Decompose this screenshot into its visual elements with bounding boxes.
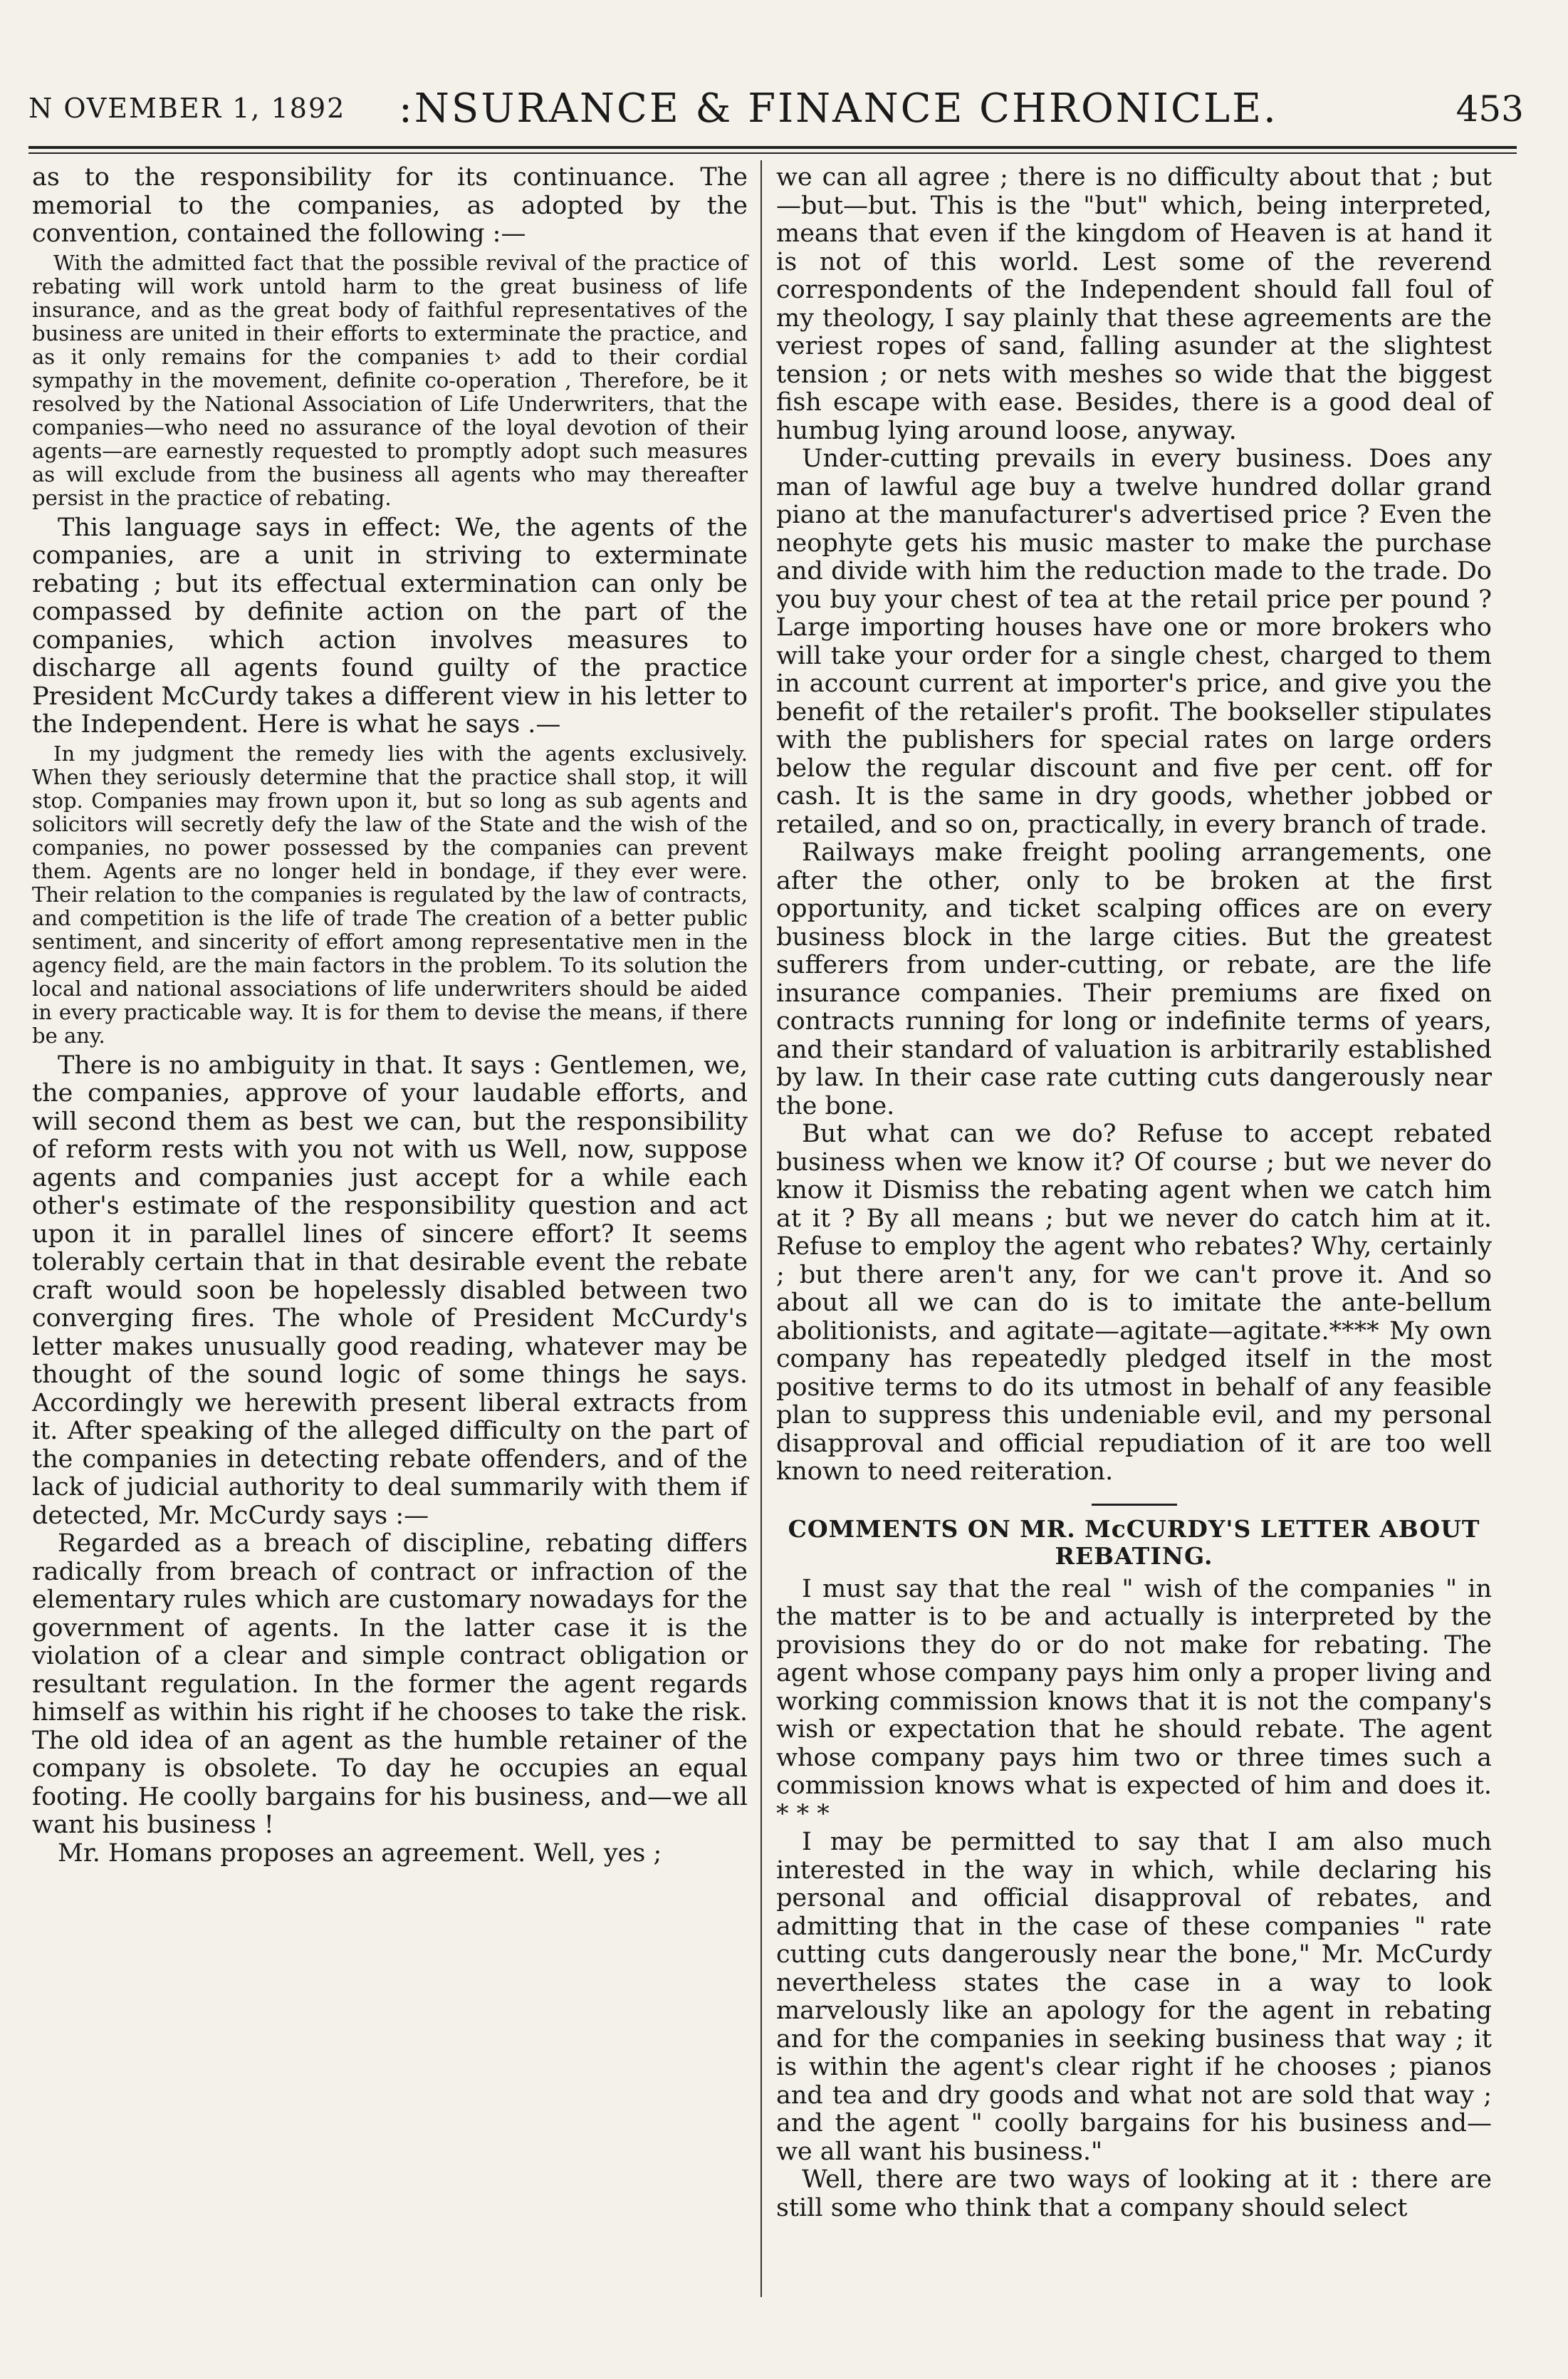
body-paragraph: Well, there are two ways of looking at it : there are still some who think that a company should select [776, 2165, 1492, 2222]
page-number: 453 [1455, 88, 1524, 130]
column-divider [761, 160, 762, 2297]
body-paragraph: But what can we do? Refuse to accept rebated business when we know it? Of course ; but we never do know it Dismiss the rebating agent when we catch him at it ? By all means ; but we never do catch him at it. Refuse to employ the agent who rebates? Why, certainly ; but there aren't any, for we can't prove it. And so about all we can do is to imitate the ante-bellum abolitionists, and agitate—agitate—agitate.**** My own company has repeatedly pledged itself in the most positive terms to do its utmost in behalf of any feasible plan to suppress this undeniable evil, and my personal disapproval and official repudiation of it are too well known to need reiteration. [776, 1120, 1492, 1486]
header-rule [28, 146, 1517, 149]
page-header [28, 85, 1524, 142]
body-paragraph: as to the responsibility for its continuance. The memorial to the companies, as adopted by the convention, contained the following :— [32, 163, 748, 248]
publication-title: :NSURANCE & FINANCE CHRONICLE. [399, 85, 1278, 132]
body-paragraph: Regarded as a breach of discipline, rebating differs radically from breach of contract or infraction of the elementary rules which are customary nowadays for the government of agents. In the latter case it is the violation of a clear and simple contract obligation or resultant regulation. In the former the agent regards himself as within his right if he chooses to take the risk. The old idea of an agent as the humble retainer of the company is obsolete. To day he occupies an equal footing. He coolly bargains for his business, and—we all want his business ! [32, 1529, 748, 1839]
issue-date: N OVEMBER 1, 1892 [28, 93, 346, 124]
right-column [776, 164, 1492, 2222]
body-paragraph: I must say that the real " wish of the companies " in the matter is to be and actually is interpreted by the provisions they do or do not make for rebating. The agent whose company pays him only a proper living and working commission knows that it is not the company's wish or expectation that he should rebate. The agent whose company pays him two or three times such a commission knows what is expected of him and does it. * * * [776, 1574, 1492, 1828]
body-paragraph: This language says in effect: We, the agents of the companies, are a unit in striving to exterminate rebating ; but its effectual extermination can only be compassed by definite action on the part of the companies, which action involves measures to discharge all agents found guilty of the practice President McCurdy takes a different view in his letter to the Independent. Here is what he says .— [32, 513, 748, 739]
body-paragraph: Under-cutting prevails in every business. Does any man of lawful age buy a twelve hundred dollar grand piano at the manufacturer's advertised price ? Even the neophyte gets his music master to make the purchase and divide with him the reduction made to the trade. Do you buy your chest of tea at the retail price per pound ? Large importing houses have one or more brokers who will take your order for a single chest, charged to them in account current at importer's price, and give you the benefit of the retailer's profit. The bookseller stipulates with the publishers for special rates on large orders below the regular discount and five per cent. off for cash. It is the same in dry goods, whether jobbed or retailed, and so on, practically, in every branch of trade. [776, 444, 1492, 839]
section-separator [1092, 1504, 1177, 1506]
body-paragraph: Railways make freight pooling arrangements, one after the other, only to be broken at the first opportunity, and ticket scalping offices are on every business block in the large cities. But the greatest sufferers from under-cutting, or rebate, are the life insurance companies. Their premiums are fixed on contracts running for long or indefinite terms of years, and their standard of valuation is arbitrarily established by law. In their case rate cutting cuts dangerously near the bone. [776, 838, 1492, 1120]
body-paragraph: I may be permitted to say that I am also much interested in the way in which, while declaring his personal and official disapproval of rebates, and admitting that in the case of these companies " rate cutting cuts dangerously near the bone," Mr. McCurdy nevertheless states the case in a way to look marvelously like an apology for the agent in rebating and for the companies in seeking business that way ; it is within the agent's clear right if he chooses ; pianos and tea and dry goods and what not are sold that way ; and the agent " coolly bargains for his business and—we all want his business." [776, 1828, 1492, 2166]
body-paragraph: Mr. Homans proposes an agreement. Well, yes ; [58, 1838, 662, 1868]
quoted-passage: With the admitted fact that the possible revival of the practice of rebating will work untold harm to the great business of life insurance, and as the great body of faithful representatives of the business are united in their efforts to exterminate the practice, and as it only remains for the companies t› add to their cordial sympathy in the movement, definite co-operation , Therefore, be it resolved by the National Association of Life Underwriters, that the companies—who need no assurance of the loyal devotion of their agents—are earnestly requested to promptly adopt such measures as will exclude from the business all agents who may thereafter persist in the practice of rebating. [32, 250, 748, 510]
body-paragraph: There is no ambiguity in that. It says : Gentlemen, we, the companies, approve of your laudable efforts, and will second them as best we can, but the responsibility of reform rests with you not with us Well, now, suppose agents and companies just accept for a while each other's estimate of the responsibility question and act upon it in parallel lines of sincere effort? It seems tolerably certain that in that desirable event the rebate craft would soon be hopelessly disabled between two converging fires. The whole of President McCurdy's letter makes unusually good reading, whatever may be thought of the sound logic of some things he says. Accordingly we herewith present liberal extracts from it. After speaking of the alleged difficulty on the part of the companies in detecting rebate offenders, and of the lack of judicial authority to deal summarily with them if detected, Mr. McCurdy says :— [32, 1051, 748, 1530]
header-rule-thin [28, 152, 1517, 154]
left-column [32, 164, 748, 1868]
body-paragraph: we can all agree ; there is no difficulty about that ; but—but—but. This is the "but" which, being interpreted, means that even if the kingdom of Heaven is at hand it is not of this world. Lest some of the reverend correspondents of the Independent should fall foul of my theology, I say plainly that these agreements are the veriest ropes of sand, falling asunder at the slightest tension ; or nets with meshes so wide that the biggest fish escape with ease. Besides, there is a good deal of humbug lying around loose, anyway. [776, 163, 1492, 445]
section-heading: COMMENTS ON MR. McCURDY'S LETTER ABOUT REBATING. [788, 1514, 1480, 1570]
quoted-passage: In my judgment the remedy lies with the agents exclusively. When they seriously determine that the practice shall stop, it will stop. Companies may frown upon it, but so long as sub agents and solicitors will secretly defy the law of the State and the wish of the companies, no power possessed by the companies can prevent them. Agents are no longer held in bondage, if they ever were. Their relation to the companies is regulated by the law of contracts, and competition is the life of trade The creation of a better public sentiment, and sincerity of effort among representative men in the agency field, are the main factors in the problem. To its solution the local and national associations of life underwriters should be aided in every practicable way. It is for them to devise the means, if there be any. [32, 741, 748, 1048]
